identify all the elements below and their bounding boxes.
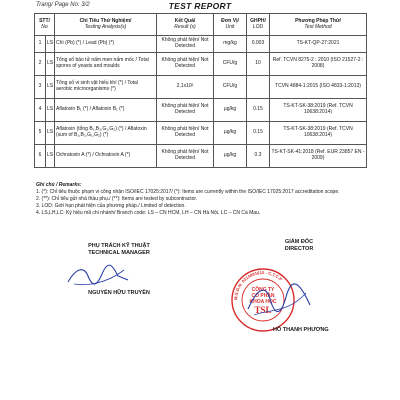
cell-unit: CFU/g — [214, 76, 247, 99]
remark-line: 2. (**): Chỉ tiêu gửi nhà thầu phụ./ (**): Items are tested by subcontractor. — [36, 196, 198, 203]
cell-no: 1 — [35, 36, 46, 53]
cell-method: Ref. TCVN 8275-2 : 2010 (ISO 21527-2 : 2008) — [270, 53, 367, 76]
cell-lod: 0.3 — [247, 145, 270, 168]
report-title: TEST REPORT — [168, 1, 232, 11]
cell-result: Không phát hiện/ Not Detected — [157, 36, 214, 53]
cell-result: Không phát hiện/ Not Detected — [157, 99, 214, 122]
cell-method: TCVN 4884-1:2015 (ISO 4833-1:2013) — [270, 76, 367, 99]
cell-param: Tổng số bào tử nấm men nấm mốc / Total spores of yeasts and moulds — [55, 53, 157, 76]
director-block — [244, 239, 354, 252]
table-row — [35, 99, 367, 122]
stamp-ring-text: M.S.D.N: 0314891610 - C.T.C.P — [232, 269, 284, 301]
table-row — [35, 53, 367, 76]
remark-line: 3. LOD: Giới hạn phát hiện của phương pháp./ Limited of detection. — [36, 203, 186, 210]
director-name: HỒ THANH PHƯƠNG — [273, 327, 329, 333]
cell-lod — [247, 76, 270, 99]
cell-no: 5 — [35, 122, 46, 145]
cell-param: Aflatoxin B₁ (*) / Aflatoxin B₁ (*) — [55, 99, 157, 122]
cell-branch: LS — [46, 36, 55, 53]
cell-no: 2 — [35, 53, 46, 76]
cell-no: 4 — [35, 99, 46, 122]
cell-lod: 0.15 — [247, 122, 270, 145]
cell-unit: µg/kg — [214, 122, 247, 145]
cell-param: Aflatoxin (tổng B₁,B₂,G₁,G₂) (*) / Aflatoxin (sum of B₁,B₂,G₁,G₂) (*) — [55, 122, 157, 145]
table-row — [35, 76, 367, 99]
director-signature — [244, 279, 314, 323]
col-header-result: Kết Quả/ Result (s) — [157, 14, 214, 36]
stamp-line-3: KHOA HỌC — [249, 299, 277, 305]
technical-manager-signature — [66, 262, 132, 290]
col-header-lod: GHPH/ LOD — [247, 14, 270, 36]
col-header-no: STT/ No — [35, 14, 55, 36]
cell-no: 6 — [35, 145, 46, 168]
cell-method: TS-KT-SK-38:2019 (Ref. TCVN 10638:2014) — [270, 122, 367, 145]
cell-result: Không phát hiện/ Not Detected — [157, 145, 214, 168]
col-header-param: Chỉ Tiêu Thử Nghiệm/ Testing Analysis(s) — [55, 14, 157, 36]
cell-param: Tổng số vi sinh vật hiếu khí (*) / Total aerobic microorganisms (*) — [55, 76, 157, 99]
remark-line: 4. LS,LH,LC: Ký hiệu mã chi nhánh/ Branch code: LS – CN HCM, LH – CN Hà Nội, LC – CN Cà Mau. — [36, 210, 261, 217]
cell-branch: LS — [46, 53, 55, 76]
table-row — [35, 36, 367, 53]
remark-line: 1. (*): Chỉ tiêu thuộc phạm vi công nhận ISO/IEC 17025:2017/ (*): Items are currently within the ISO/IEC 17025:2017 accreditation scope. — [36, 189, 340, 196]
technical-manager-title-en: TECHNICAL MANAGER — [88, 249, 150, 256]
table-row — [35, 145, 367, 168]
cell-unit: µg/kg — [214, 99, 247, 122]
cell-unit: mg/kg — [214, 36, 247, 53]
director-title-en: DIRECTOR — [284, 245, 314, 252]
cell-branch: LS — [46, 99, 55, 122]
cell-lod: 0.003 — [247, 36, 270, 53]
director-title-vi: GIÁM ĐỐC — [284, 239, 314, 245]
stamp-line-4: TSL — [254, 305, 272, 315]
cell-lod: 10 — [247, 53, 270, 76]
cell-result: Không phát hiện/ Not Detected — [157, 122, 214, 145]
remarks-section — [36, 182, 366, 217]
cell-branch: LS — [46, 122, 55, 145]
cell-branch: LS — [46, 76, 55, 99]
results-table — [34, 13, 367, 168]
technical-manager-title-vi: PHỤ TRÁCH KỸ THUẬT — [88, 243, 150, 249]
col-header-unit: Đơn Vị/ Unit — [214, 14, 247, 36]
stamp-line-2: CỔ PHẦN — [251, 293, 275, 299]
cell-param: Chì (Pb) (*) / Lead (Pb) (*) — [55, 36, 157, 53]
cell-method: TS-KT-QP-27:2021 — [270, 36, 367, 53]
cell-method: TS-KT-SK-41:2018 (Ref. EUR 23857 EN - 2009) — [270, 145, 367, 168]
table-row — [35, 122, 367, 145]
remarks-title: Ghi chú / Remarks: — [36, 182, 82, 188]
cell-result: 2,1x10² — [157, 76, 214, 99]
col-header-method: Phương Pháp Thử/ Test Method — [270, 14, 367, 36]
table-header-row — [35, 14, 367, 36]
cell-unit: CFU/g — [214, 53, 247, 76]
page-number: Trang/ Page No: 3/2 — [36, 2, 90, 8]
stamp-line-1: CÔNG TY — [251, 287, 275, 293]
cell-unit: µg/kg — [214, 145, 247, 168]
technical-manager-name: NGUYỄN HỮU TRUYỀN — [88, 290, 150, 296]
cell-lod: 0.15 — [247, 99, 270, 122]
cell-result: Không phát hiện/ Not Detected — [157, 53, 214, 76]
cell-param: Ochratoxin A (*) / Ochratoxin A (*) — [55, 145, 157, 168]
cell-branch: LS — [46, 145, 55, 168]
cell-method: TS-KT-SK-38:2019 (Ref. TCVN 10638:2014) — [270, 99, 367, 122]
cell-no: 3 — [35, 76, 46, 99]
